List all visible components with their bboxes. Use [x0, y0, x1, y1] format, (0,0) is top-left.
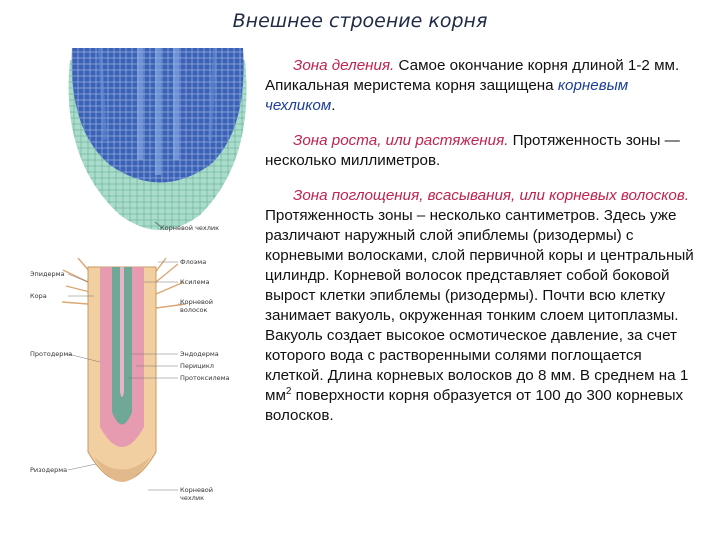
label-phloem: Флоэма	[180, 258, 207, 266]
division-zone-end: .	[331, 97, 336, 114]
root-cap-label: Корневой чехлик	[160, 224, 220, 232]
term-growth-zone: Зона роста, или растяжения.	[293, 132, 509, 149]
absorption-zone-text-1: Протяженность зоны – несколько сантиметров. Здесь уже различают наружный слой эпиблемы (ризодермы) с корневыми волосками, слой первичной коры и центральный цилиндр. Корневой волосок представляет собой боковой вырост клетки эпиблемы (ризодермы). Почти всю клетку занимает вакуоль, окруженная тонким слоем цитоплазмы. Вакуоль создает высокое осмотическое давление, за счет которого вода с растворенными солями поглощается клеткой. Длина корневых волосков до 8 мм. В среднем на 1 мм	[265, 207, 694, 404]
label-protoxylem: Протоксилема	[180, 374, 230, 382]
absorption-zone-text-2: поверхности корня образуется от 100 до 300 корневых волосков.	[265, 387, 684, 424]
term-division-zone: Зона деления.	[293, 57, 395, 74]
label-rhizoderm: Ризодерма	[30, 466, 68, 474]
paragraph-absorption-zone	[265, 186, 695, 426]
root-tip-micrograph	[60, 40, 260, 250]
term-root-cap: корневым чехликом	[265, 77, 629, 114]
term-absorption-zone: Зона поглощения, всасывания, или корневых волосков.	[293, 187, 689, 204]
page-title: Внешнее строение корня	[232, 10, 488, 32]
superscript-2: 2	[285, 385, 292, 397]
root-zones-diagram	[28, 252, 228, 510]
division-zone-text: Самое окончание корня длиной 1-2 мм. Апикальная меристема корня защищена	[265, 57, 680, 94]
label-protoderm: Протодерма	[30, 350, 73, 358]
paragraph-growth-zone	[265, 131, 695, 171]
text-column	[265, 56, 695, 441]
root-tip-drawing	[60, 40, 260, 250]
label-root-cap: Корневой чехлик	[180, 486, 213, 502]
label-endoderm: Эндодерма	[180, 350, 219, 358]
label-root-hair: Корневой волосок	[180, 298, 213, 314]
label-epiderm: Эпидерма	[30, 270, 65, 278]
label-pericycle: Перицикл	[180, 362, 214, 370]
label-cortex: Кора	[30, 292, 47, 300]
label-xylem: Ксилема	[180, 278, 210, 286]
paragraph-division-zone	[265, 56, 695, 116]
growth-zone-text: Протяженность зоны — несколько миллиметров.	[265, 132, 680, 169]
